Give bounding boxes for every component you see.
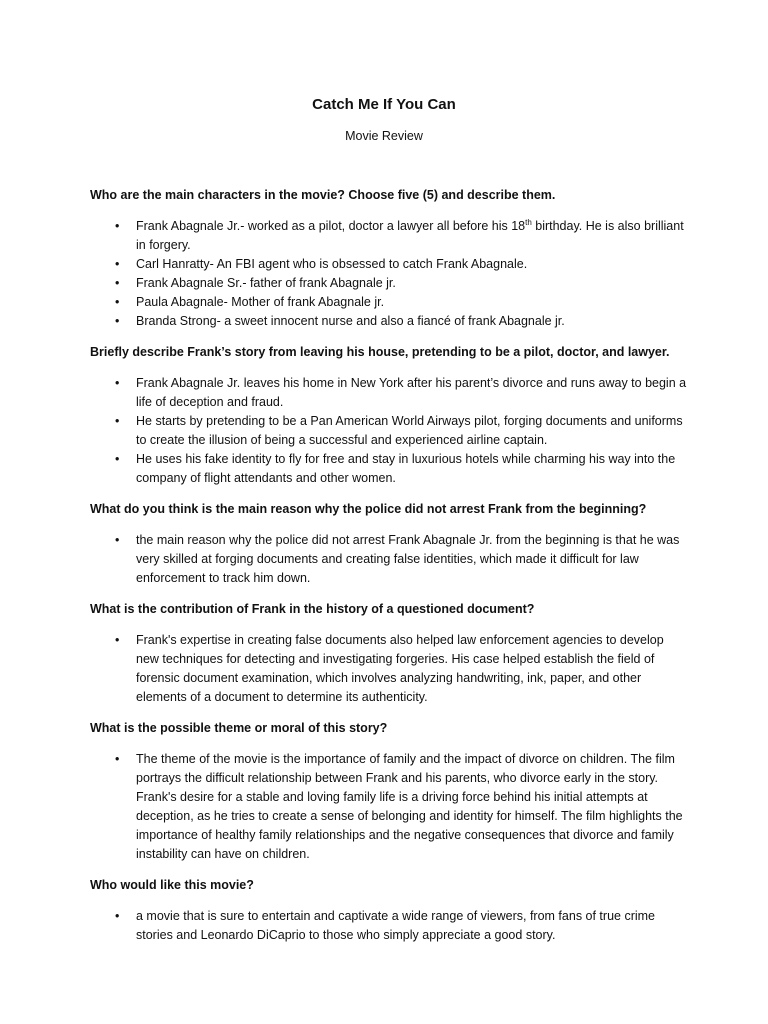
answer-list [90,374,690,488]
bullet-icon: • [115,752,120,766]
answer-text: Frank Abagnale Sr.- father of frank Abagnale jr. [136,276,396,290]
answer-text: Paula Abagnale- Mother of frank Abagnale jr. [136,295,385,309]
ordinal-suffix: th [525,217,532,227]
answer-text: Frank's expertise in creating false documents also helped law enforcement agencies to develop new techniques for detecting and investigating forgeries. His case helped establish the field of forensic document examination, which involves analyzing handwriting, ink, paper, and other elements of a document to determine its authenticity. [136,633,664,704]
section-question: What is the contribution of Frank in the history of a questioned document? [90,602,535,616]
answer-item [90,217,690,255]
bullet-icon: • [115,414,120,428]
bullet-icon: • [115,295,120,309]
answer-text: a movie that is sure to entertain and captivate a wide range of viewers, from fans of true crime stories and Leonardo DiCaprio to those who simply appreciate a good story. [136,909,656,942]
answer-list [90,531,690,588]
answer-item [90,750,690,864]
answer-item [90,907,690,945]
answer-item [90,274,690,293]
answer-item [90,412,690,450]
answer-item [90,531,690,588]
answer-item [90,255,690,274]
document-subtitle: Movie Review [345,129,423,143]
section-question: Who are the main characters in the movie? Choose five (5) and describe them. [90,188,556,202]
bullet-icon: • [115,533,120,547]
answer-item [90,293,690,312]
answer-text: Frank Abagnale Jr. leaves his home in New York after his parent’s divorce and runs away to begin a life of deception and fraud. [136,376,687,409]
answer-text: He uses his fake identity to fly for free and stay in luxurious hotels while charming his way into the company of flight attendants and other women. [136,452,676,485]
answer-text: Branda Strong- a sweet innocent nurse and also a fiancé of frank Abagnale jr. [136,314,565,328]
answer-list [90,907,690,945]
answer-item [90,450,690,488]
answer-text-continued: birthday. He is also brilliant in forgery. [136,219,684,252]
section-question: What do you think is the main reason why the police did not arrest Frank from the beginning? [90,502,647,516]
bullet-icon: • [115,219,120,233]
document-body [90,186,690,957]
answer-item [90,312,690,331]
answer-list [90,750,690,864]
bullet-icon: • [115,909,120,923]
answer-text: The theme of the movie is the importance of family and the impact of divorce on children. The film portrays the difficult relationship between Frank and his parents, who divorce early in the story. Frank's desire for a stable and loving family life is a driving force behind his initial attempts at deception, as he tries to create a sense of belonging and identity for himself. The film highlights the importance of healthy family relationships and the negative consequences that divorce and family instability can have on children. [136,752,683,861]
bullet-icon: • [115,633,120,647]
bullet-icon: • [115,314,120,328]
answer-list [90,217,690,331]
answer-item [90,631,690,707]
bullet-icon: • [115,376,120,390]
section-question: Briefly describe Frank’s story from leaving his house, pretending to be a pilot, doctor, and lawyer. [90,345,670,359]
answer-text: the main reason why the police did not arrest Frank Abagnale Jr. from the beginning is that he was very skilled at forging documents and creating false identities, which made it difficult for law enforcement to track him down. [136,533,680,585]
answer-text: Frank Abagnale Jr.- worked as a pilot, doctor a lawyer all before his 18 [136,219,526,233]
answer-list [90,631,690,707]
answer-text: Carl Hanratty- An FBI agent who is obsessed to catch Frank Abagnale. [136,257,528,271]
section-question: Who would like this movie? [90,878,254,892]
bullet-icon: • [115,276,120,290]
document-title: Catch Me If You Can [312,96,456,113]
section-question: What is the possible theme or moral of this story? [90,721,388,735]
answer-text: He starts by pretending to be a Pan American World Airways pilot, forging documents and uniforms to create the illusion of being a successful and experienced airline captain. [136,414,683,447]
bullet-icon: • [115,452,120,466]
bullet-icon: • [115,257,120,271]
answer-item [90,374,690,412]
